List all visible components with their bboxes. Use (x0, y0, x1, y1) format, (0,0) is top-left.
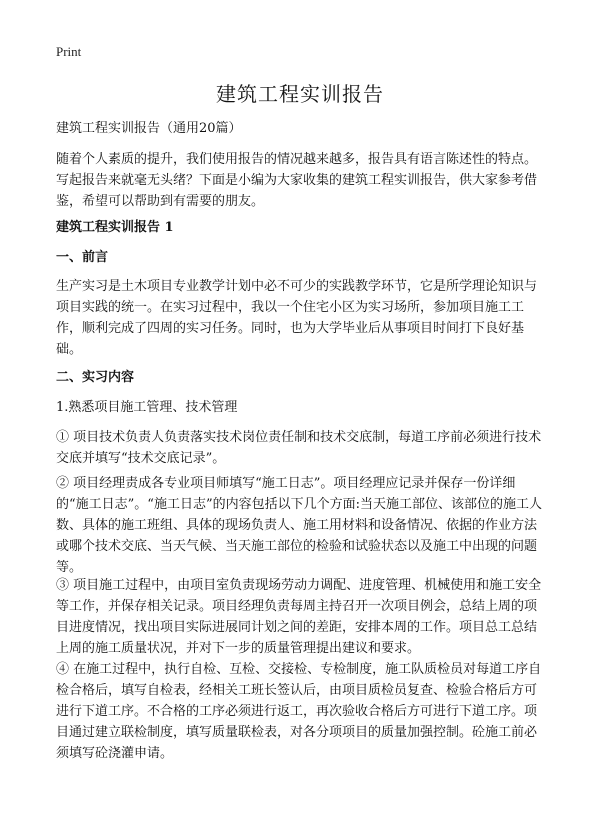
list-item-1: 1.熟悉项目施工管理、技术管理 (56, 400, 238, 415)
clause-3: ③ 项目施工过程中，由项目室负责现场劳动力调配、进度管理、机械使用和施工安全等工作，并保存相关记录。项目经理负责每周主持召开一次项目例会，总结上周的项目进度情况，找出项目实际进展同计划之间的差距，安排本周的工作。项目总工总结上周的施工质量状况，并对下一步的质量管理提出建议和要求。 (56, 578, 542, 656)
clause-2: ② 项目经理责成各专业项目师填写“施工日志”。项目经理应记录并保存一份详细的“施工日志”。“施工日志”的内容包括以下几个方面:当天施工部位、该部位的施工人数、具体的施工班组、具体的现场负责人、施工用材料和设备情况、依据的作业方法或哪个技术交底、当天气候、当天施工部位的检验和试验状态以及施工中出现的问题等。 (56, 476, 542, 575)
clause-1: ① 项目技术负责人负责落实技术岗位责任制和技术交底制，每道工序前必须进行技术交底并填写“技术交底记录”。 (56, 430, 542, 466)
report-heading: 建筑工程实训报告 1 (56, 220, 174, 235)
preface-paragraph: 生产实习是土木项目专业教学计划中必不可少的实践教学环节，它是所学理论知识与项目实践的统一。在实习过程中，我以一个住宅小区为实习场所，参加项目施工工作，顺利完成了四周的实习任务。同时，也为大学毕业后从事项目时间打下良好基础。 (56, 279, 538, 357)
section-heading-content: 二、实习内容 (56, 370, 135, 385)
section-heading-preface: 一、前言 (56, 250, 109, 265)
document-subtitle: 建筑工程实训报告（通用20篇） (56, 121, 242, 136)
clause-4: ④ 在施工过程中，执行自检、互检、交接检、专检制度，施工队质检员对每道工序自检合格后，填写自检表，经相关工班长签认后，由项目质检员复查、检验合格后方可进行下道工序。不合格的工序必须进行返工，再次验收合格后方可进行下道工序。项目通过建立联检制度，填写质量联检表，对各分项项目的质量加强控制。砼施工前必须填写砼浇灌申请。 (56, 662, 542, 761)
print-link[interactable]: Print (56, 44, 82, 59)
intro-paragraph: 随着个人素质的提升，我们使用报告的情况越来越多，报告具有语言陈述性的特点。写起报告来就毫无头绪？下面是小编为大家收集的建筑工程实训报告，供大家参考借鉴，希望可以帮助到有需要的朋友。 (56, 152, 538, 209)
document-title: 建筑工程实训报告 (216, 82, 384, 106)
